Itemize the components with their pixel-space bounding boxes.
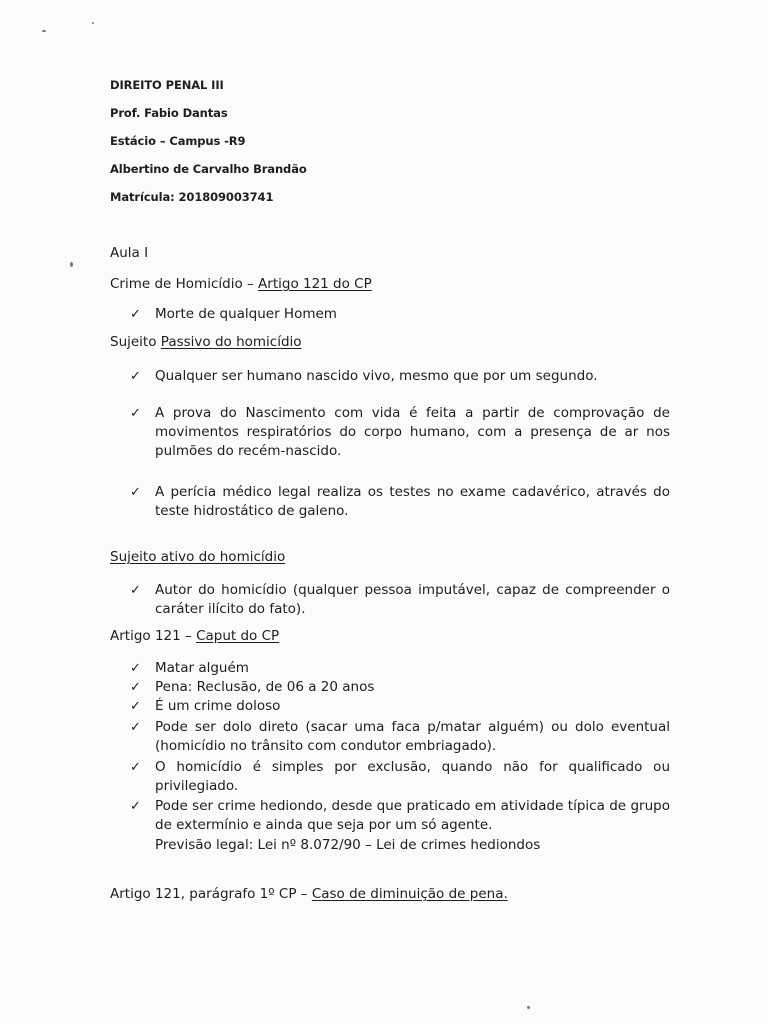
- checkmark-icon: ✓: [130, 307, 141, 322]
- checkmark-icon: ✓: [130, 583, 141, 598]
- heading-text: Artigo 121, parágrafo 1º CP –: [110, 886, 312, 902]
- section-homicide-heading: [110, 276, 372, 292]
- list-item-text: Pena: Reclusão, de 06 a 20 anos: [155, 679, 375, 695]
- heading-text: Artigo 121 –: [110, 628, 197, 644]
- course-title: DIREITO PENAL III: [110, 78, 224, 92]
- registration-number: Matrícula: 201809003741: [110, 190, 274, 204]
- list-item-text: A prova do Nascimento com vida é feita a partir de comprovação de movimentos respiratórios do corpo humano, com a presença de ar nos pulmões do recém-nascido.: [155, 405, 670, 459]
- heading-underlined-text: Caput do CP: [196, 628, 280, 644]
- list-item: [130, 483, 670, 521]
- list-item: [130, 659, 670, 678]
- legal-note-text: Previsão legal: Lei nº 8.072/90 – Lei de crimes hediondos: [155, 837, 541, 853]
- list-item: [130, 404, 670, 461]
- list-item-text: É um crime doloso: [155, 698, 281, 714]
- professor-name: Prof. Fabio Dantas: [110, 106, 228, 120]
- list-item-text: A perícia médico legal realiza os testes no exame cadavérico, através do teste hidrostático de galeno.: [155, 484, 670, 519]
- section-caput-heading: [110, 628, 279, 644]
- heading-underlined-text: Passivo do homicídio: [160, 334, 302, 350]
- institution-name: Estácio – Campus -R9: [110, 134, 246, 148]
- list-item-text: Morte de qualquer Homem: [155, 306, 337, 322]
- section-passive-subject-heading: [110, 334, 302, 350]
- checkmark-icon: ✓: [130, 699, 141, 714]
- student-name: Albertino de Carvalho Brandão: [110, 162, 307, 176]
- scan-speck: [42, 30, 46, 32]
- scan-speck: [92, 22, 94, 24]
- lesson-title: Aula I: [110, 245, 149, 261]
- list-item-text: Qualquer ser humano nascido vivo, mesmo que por um segundo.: [155, 368, 598, 384]
- scan-speck: [527, 1006, 530, 1009]
- list-item: [130, 367, 670, 386]
- list-item: [130, 758, 670, 796]
- heading-underlined-text: Artigo 121 do CP: [258, 276, 372, 292]
- heading-text: Crime de Homicídio –: [110, 276, 259, 292]
- checkmark-icon: ✓: [130, 485, 141, 500]
- checkmark-icon: ✓: [130, 760, 141, 775]
- checkmark-icon: ✓: [130, 406, 141, 421]
- checkmark-icon: ✓: [130, 369, 141, 384]
- checkmark-icon: ✓: [130, 680, 141, 695]
- section-paragraph-1-heading: [110, 886, 508, 902]
- list-item: [130, 305, 670, 324]
- heading-underlined-text: Caso de diminuição de pena.: [311, 886, 508, 902]
- list-item: [130, 678, 670, 697]
- checkmark-icon: ✓: [130, 661, 141, 676]
- list-item-text: Autor do homicídio (qualquer pessoa imputável, capaz de compreender o caráter ilícito do fato).: [155, 582, 670, 617]
- section-active-subject-heading: Sujeito ativo do homicídio: [110, 549, 286, 565]
- checkmark-icon: ✓: [130, 799, 141, 814]
- legal-note: [130, 836, 670, 855]
- checkmark-icon: ✓: [130, 720, 141, 735]
- list-item: [130, 697, 670, 716]
- list-item: [130, 581, 670, 619]
- list-item-text: Matar alguém: [155, 660, 249, 676]
- list-item-text: Pode ser crime hediondo, desde que praticado em atividade típica de grupo de extermínio e ainda que seja por um só agente.: [155, 798, 670, 833]
- scan-speck: [70, 262, 73, 267]
- list-item: [130, 797, 670, 835]
- list-item-text: O homicídio é simples por exclusão, quando não for qualificado ou privilegiado.: [155, 759, 670, 794]
- list-item: [130, 718, 670, 756]
- heading-text: Sujeito: [110, 334, 161, 350]
- list-item-text: Pode ser dolo direto (sacar uma faca p/matar alguém) ou dolo eventual (homicídio no trânsito com condutor embriagado).: [155, 719, 670, 754]
